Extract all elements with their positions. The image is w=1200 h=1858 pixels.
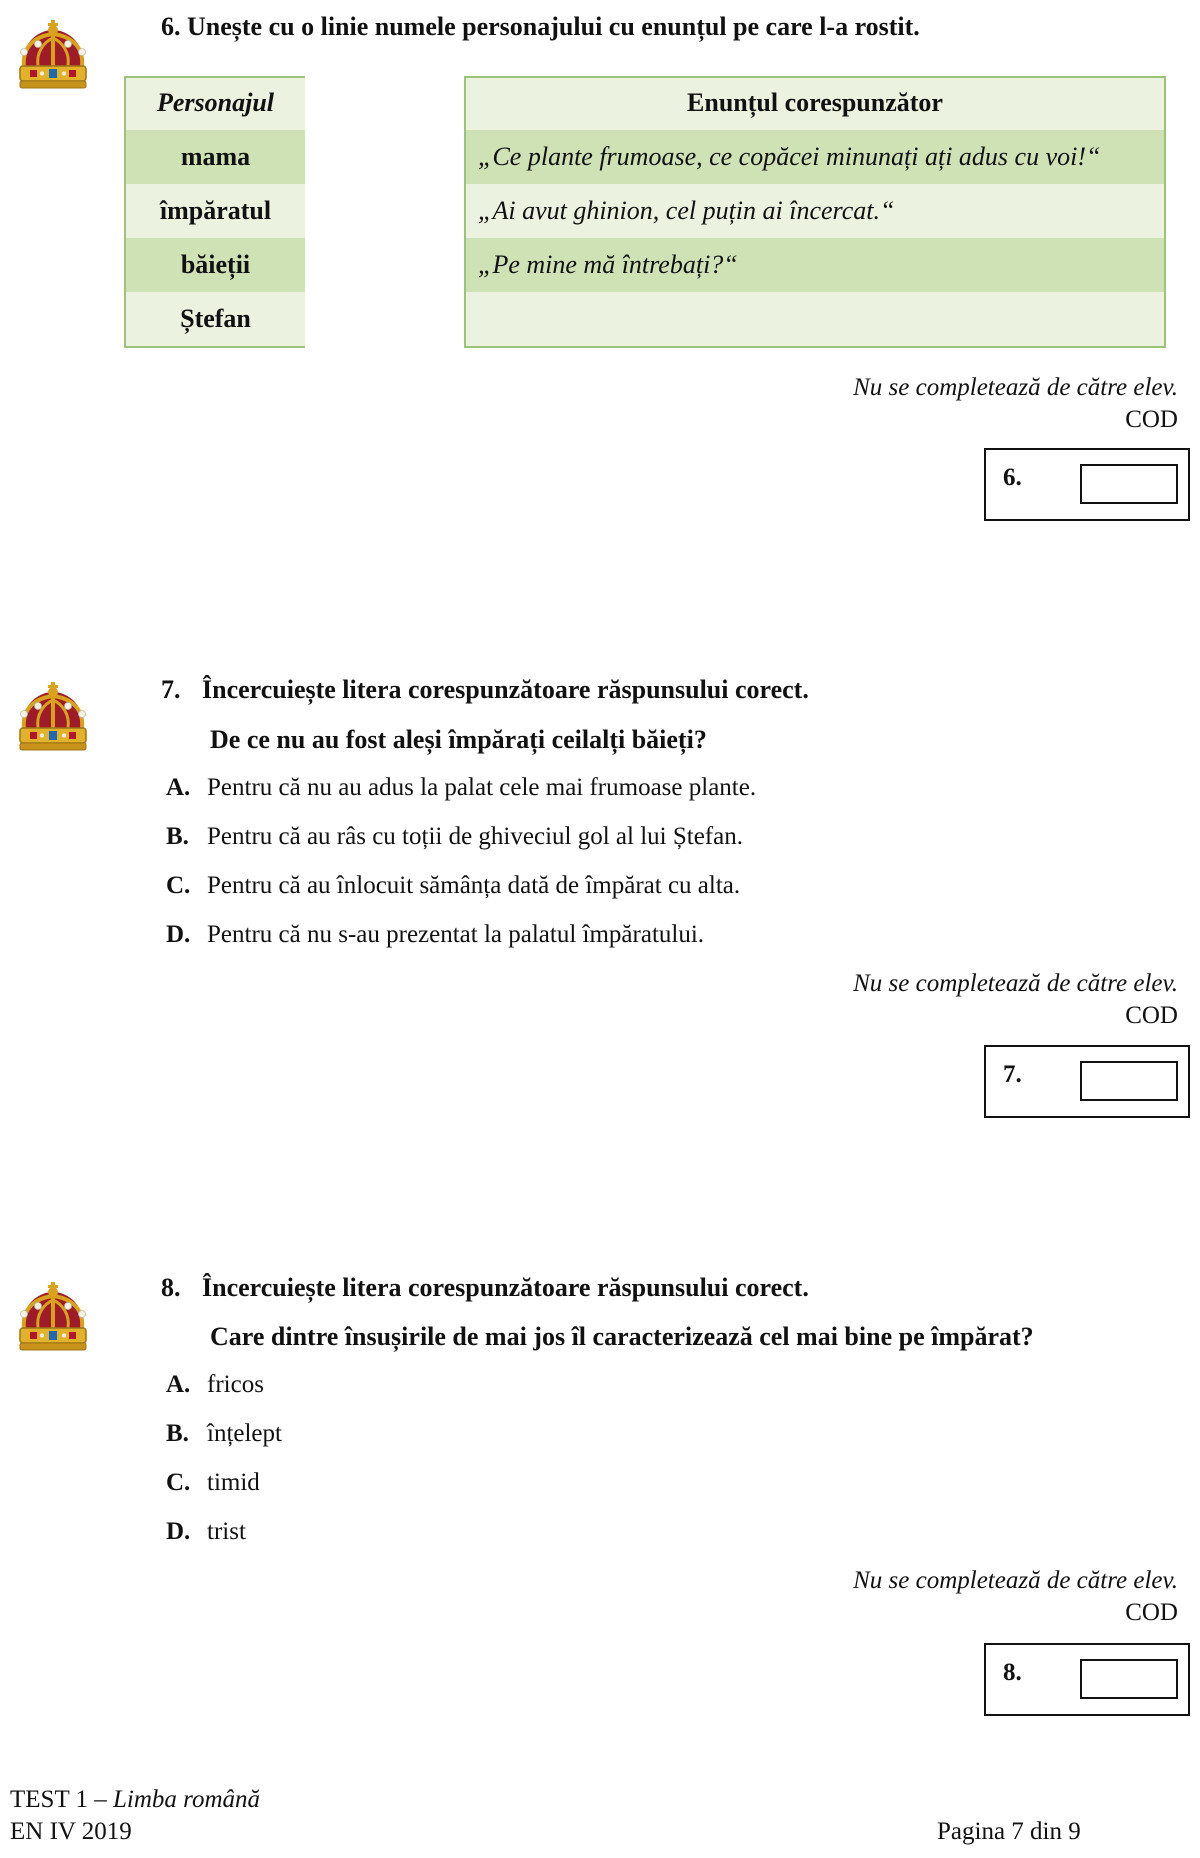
option-letter[interactable]: D. xyxy=(166,921,191,948)
character-baietii[interactable]: băieții xyxy=(124,238,305,292)
footer-exam: EN IV 2019 xyxy=(10,1818,132,1845)
option-8-a[interactable] xyxy=(166,1371,264,1399)
code-box-6 xyxy=(984,448,1190,521)
statement-4[interactable] xyxy=(464,292,1166,348)
crown-icon xyxy=(10,18,96,92)
question-7-text: De ce nu au fost aleși împărați ceilalți băieți? xyxy=(210,725,707,754)
cod-label-8: COD xyxy=(1125,1599,1178,1626)
question-8-number: 8. xyxy=(161,1273,181,1302)
option-text: Pentru că nu s-au prezentat la palatul împăratului. xyxy=(207,921,705,948)
code-box-7 xyxy=(984,1045,1190,1118)
option-text: înțelept xyxy=(207,1420,282,1447)
question-6-number: 6. xyxy=(161,12,181,41)
table-header-personajul: Personajul xyxy=(124,76,305,130)
option-text: trist xyxy=(207,1518,246,1545)
option-7-a[interactable] xyxy=(166,774,756,802)
grader-note-8: Nu se completează de către elev. xyxy=(853,1567,1178,1594)
question-8-title xyxy=(161,1273,809,1303)
question-8-text: Care dintre însușirile de mai jos îl caracterizează cel mai bine pe împărat? xyxy=(210,1322,1034,1351)
table-left-top-border xyxy=(124,76,305,78)
code-box-7-number: 7. xyxy=(1003,1061,1022,1088)
character-imparatul[interactable]: împăratul xyxy=(124,184,305,238)
grader-note-7: Nu se completează de către elev. xyxy=(853,970,1178,997)
page-number: Pagina 7 din 9 xyxy=(937,1818,1081,1845)
table-header-enuntul: Enunțul corespunzător xyxy=(464,76,1166,130)
footer-test-label xyxy=(10,1786,260,1814)
option-letter[interactable]: C. xyxy=(166,1469,191,1496)
option-7-b[interactable] xyxy=(166,823,743,851)
option-text: timid xyxy=(207,1469,260,1496)
crown-icon xyxy=(10,680,96,754)
statement-3[interactable]: „Pe mine mă întrebați?“ xyxy=(464,238,1166,292)
option-text: fricos xyxy=(207,1371,264,1398)
cod-label-6: COD xyxy=(1125,406,1178,433)
option-letter[interactable]: C. xyxy=(166,872,191,899)
question-6-title xyxy=(161,12,920,42)
code-box-6-number: 6. xyxy=(1003,464,1022,491)
code-box-6-field[interactable] xyxy=(1080,464,1178,504)
option-8-b[interactable] xyxy=(166,1420,282,1448)
question-7-instruction: Încercuiește litera corespunzătoare răspunsului corect. xyxy=(202,675,809,704)
question-7-number: 7. xyxy=(161,675,181,704)
option-text: Pentru că au râs cu toții de ghiveciul gol al lui Ștefan. xyxy=(207,823,743,850)
grader-note-6: Nu se completează de către elev. xyxy=(853,374,1178,401)
footer-test: TEST 1 – xyxy=(10,1786,114,1813)
option-7-c[interactable] xyxy=(166,872,740,900)
option-7-d[interactable] xyxy=(166,921,704,949)
option-8-d[interactable] xyxy=(166,1518,246,1546)
code-box-8-field[interactable] xyxy=(1080,1659,1178,1699)
cod-label-7: COD xyxy=(1125,1002,1178,1029)
option-8-c[interactable] xyxy=(166,1469,260,1497)
statement-2[interactable]: „Ai avut ghinion, cel puțin ai încercat.“ xyxy=(464,184,1166,238)
table-right-top-border xyxy=(464,76,1166,78)
option-text: Pentru că au înlocuit sămânța dată de împărat cu alta. xyxy=(207,872,741,899)
code-box-8 xyxy=(984,1643,1190,1716)
code-box-8-number: 8. xyxy=(1003,1659,1022,1686)
option-letter[interactable]: A. xyxy=(166,1371,191,1398)
option-letter[interactable]: B. xyxy=(166,1420,189,1447)
code-box-7-field[interactable] xyxy=(1080,1061,1178,1101)
question-8-instruction: Încercuiește litera corespunzătoare răspunsului corect. xyxy=(202,1273,809,1302)
crown-icon xyxy=(10,1280,96,1354)
question-7-title xyxy=(161,675,809,705)
option-text: Pentru că nu au adus la palat cele mai frumoase plante. xyxy=(207,774,757,801)
footer-subject: Limba română xyxy=(113,1786,261,1813)
option-letter[interactable]: D. xyxy=(166,1518,191,1545)
character-mama[interactable]: mama xyxy=(124,130,305,184)
character-stefan[interactable]: Ștefan xyxy=(124,292,305,348)
option-letter[interactable]: A. xyxy=(166,774,191,801)
option-letter[interactable]: B. xyxy=(166,823,189,850)
question-6-instruction: Unește cu o linie numele personajului cu enunțul pe care l-a rostit. xyxy=(187,12,920,41)
statement-1[interactable]: „Ce plante frumoase, ce copăcei minunați ați adus cu voi!“ xyxy=(464,130,1166,184)
